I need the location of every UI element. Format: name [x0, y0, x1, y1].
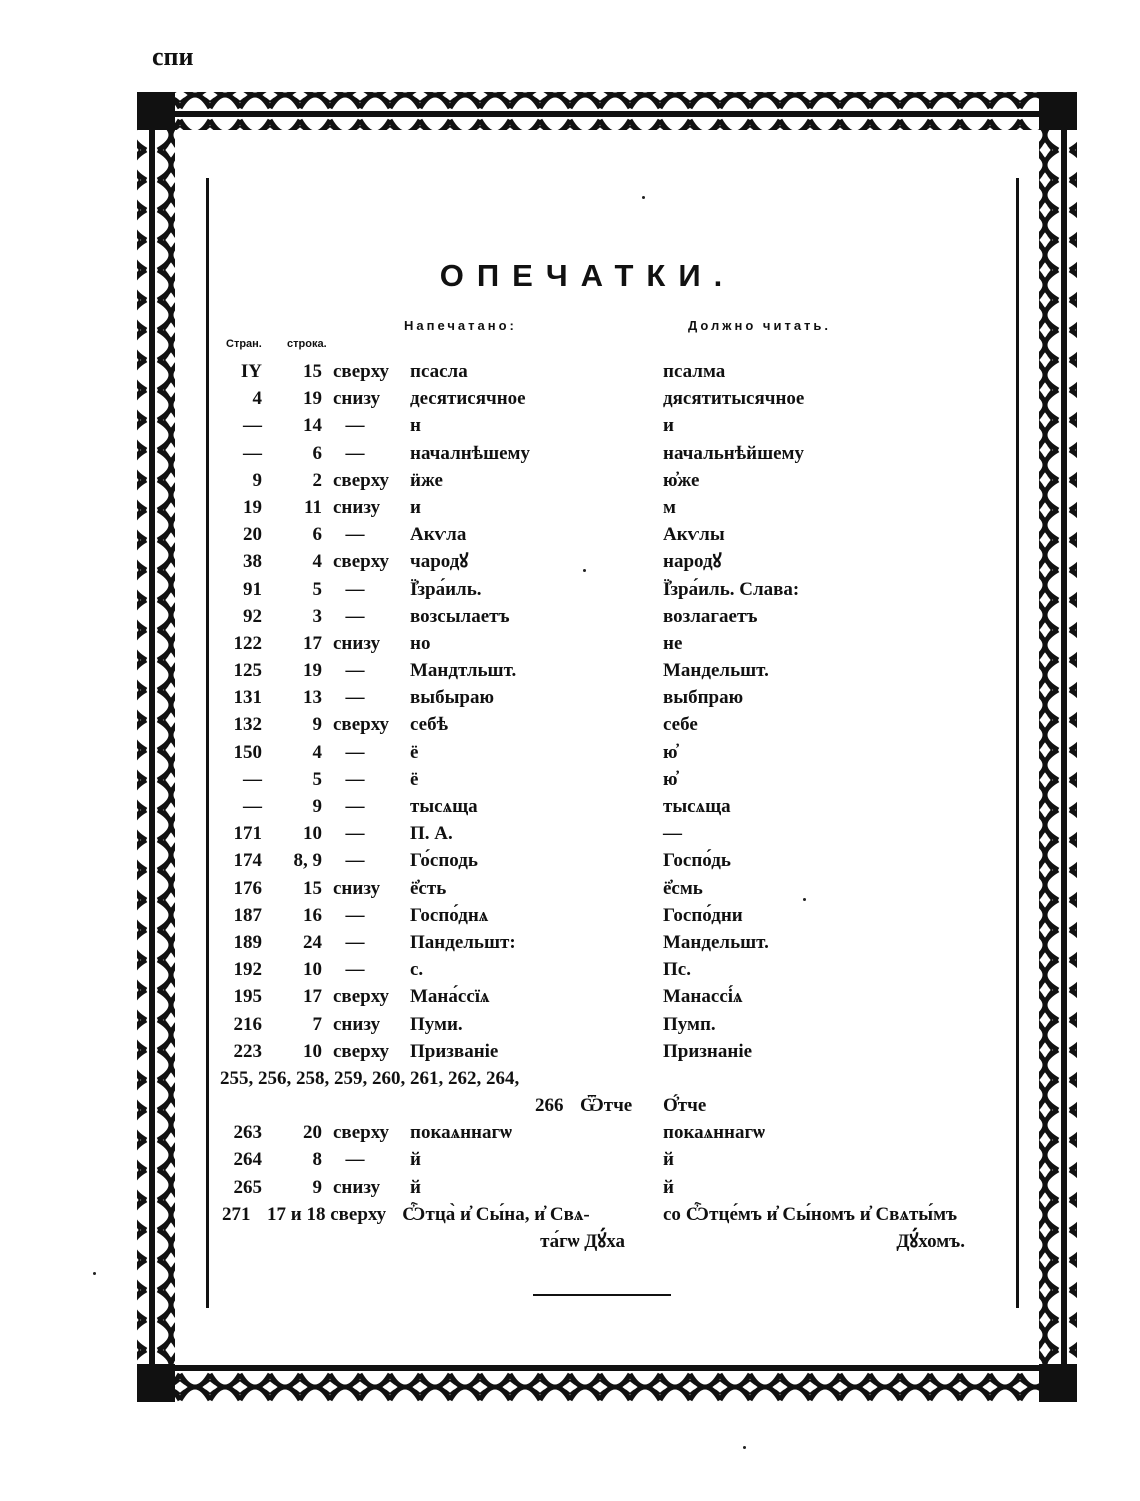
table-row [0, 684, 1140, 711]
page-number: спи [152, 42, 194, 71]
cell-line: 10 [303, 823, 322, 845]
cell-read: м [663, 496, 676, 518]
table-row [0, 630, 1140, 657]
table-row [0, 1119, 1140, 1146]
table-row [0, 929, 1140, 956]
cell-line: 16 [303, 904, 322, 926]
cell-page: IҮ [240, 361, 262, 382]
cell-read: и [663, 415, 674, 437]
speck [743, 1446, 746, 1449]
cell-line: 11 [304, 496, 322, 518]
table-row [0, 521, 1140, 548]
cell-line: 10 [303, 959, 322, 981]
table-row [0, 766, 1140, 793]
cell-page: 131 [233, 687, 262, 709]
cell-line: 10 [303, 1040, 322, 1062]
cell-read: покаѧннагѡ [663, 1122, 765, 1144]
cell-pages: 255, 256, 258, 259, 260, 261, 262, 264, [220, 1067, 520, 1089]
cell-dir: — [345, 768, 365, 790]
cell-line: 20 [303, 1122, 322, 1144]
cell-page: 271 [222, 1203, 251, 1225]
cell-line: 19 [303, 388, 322, 410]
cell-dir: снизу [333, 632, 381, 654]
cell-dir: — [345, 1149, 365, 1171]
cell-page: 20 [243, 524, 262, 546]
table-row [0, 983, 1140, 1010]
cell-line: 3 [312, 605, 322, 627]
cell-page: 174 [233, 850, 262, 872]
cell-printed: Пандельшт: [410, 931, 516, 953]
cell-page: — [243, 768, 262, 790]
closing-rule [533, 1294, 671, 1296]
table-row [0, 820, 1140, 847]
cell-read: ю҆ [663, 741, 678, 763]
cell-printed: покаѧннагѡ [410, 1122, 512, 1144]
header-printed: Напечатано: [404, 318, 517, 333]
cell-dir: снизу [333, 1176, 381, 1198]
cell-read: Пс. [663, 959, 691, 981]
cell-printed: тысѧща [410, 796, 478, 817]
cell-read: выбпраю [663, 687, 744, 709]
cell-line: 15 [303, 361, 322, 382]
cell-dir: сверху [333, 986, 389, 1008]
cell-dir: — [345, 741, 365, 763]
cell-printed: Мана́ссїѧ [410, 986, 490, 1008]
cell-printed-cont: та́гѡ Дꙋ́ха [540, 1231, 625, 1252]
cell-printed: й [410, 1176, 421, 1198]
cell-printed: возсылаетъ [410, 605, 510, 627]
page-title: ОПЕЧАТКИ. [439, 258, 736, 293]
cell-read: ю҆ [663, 768, 678, 790]
cell-printed: П. А. [410, 823, 453, 845]
cell-read: народꙋ [663, 551, 722, 573]
cell-line: 2 [312, 469, 322, 491]
cell-line: 6 [312, 524, 322, 546]
cell-read: Пумп. [663, 1013, 716, 1035]
cell-page: 150 [233, 741, 262, 763]
table-row [0, 1174, 1140, 1201]
cell-page: 125 [233, 660, 262, 682]
speck [803, 898, 806, 901]
cell-printed: Го́сподь [410, 850, 478, 872]
cell-read: Манассі́ѧ [663, 986, 743, 1008]
cell-page: 9 [252, 469, 262, 491]
cell-dir: сверху [333, 1122, 389, 1144]
cell-dir: — [345, 605, 365, 627]
speck [93, 1272, 96, 1275]
cell-printed: себѣ [410, 714, 448, 736]
cell-page: 189 [233, 931, 262, 953]
table-row [0, 358, 1140, 385]
cell-dir: снизу [333, 877, 381, 899]
cell-dir: — [345, 578, 365, 600]
cell-page: 19 [243, 496, 262, 518]
cell-page: 195 [233, 986, 262, 1008]
table-row [0, 902, 1140, 929]
cell-dir: — [345, 850, 365, 872]
cell-page: 187 [233, 904, 262, 926]
header-should-read: Должно читать. [688, 318, 832, 333]
cell-dir: сверху [333, 361, 389, 382]
cell-page: 216 [233, 1013, 262, 1035]
cell-printed: чародꙋ [410, 551, 469, 573]
table-row [0, 956, 1140, 983]
table-row [0, 847, 1140, 874]
cell-printed: й [410, 1149, 421, 1171]
cell-line: 4 [312, 551, 322, 573]
cell-read: Акѵлы [663, 524, 725, 546]
cell-printed: н [410, 415, 421, 437]
table-row [0, 1038, 1140, 1065]
cell-printed: Мандтльшт. [410, 660, 517, 682]
cell-page: 122 [233, 632, 262, 654]
cell-line: 8 [312, 1149, 322, 1171]
cell-line: 15 [303, 877, 322, 899]
cell-dir: — [345, 660, 365, 682]
cell-line: 8, 9 [293, 850, 322, 872]
table-row [0, 739, 1140, 766]
cell-page: — [243, 796, 262, 817]
table-row [0, 494, 1140, 521]
table-row [0, 385, 1140, 412]
table-row-multi-page [0, 1065, 1140, 1092]
cell-read: ё҆смь [663, 877, 703, 899]
cell-printed: и [410, 496, 421, 518]
cell-printed: ӥже [410, 469, 443, 491]
cell-dir: — [345, 904, 365, 926]
table-row [0, 1146, 1140, 1173]
cell-page: 38 [243, 551, 262, 573]
cell-page: 192 [233, 959, 262, 981]
cell-line: 24 [303, 931, 322, 953]
cell-read: со Ѽтце́мъ и҆ Сы́номъ и҆ Свѧты́мъ [663, 1203, 958, 1225]
cell-line: 9 [312, 714, 322, 736]
cell-read: возлагаетъ [663, 605, 758, 627]
cell-read: — [663, 823, 682, 845]
cell-printed: Призваніе [410, 1040, 499, 1062]
cell-read: дясятитысячное [663, 388, 805, 410]
cell-line: 9 [312, 796, 322, 817]
cell-dir: — [345, 931, 365, 953]
table-row [0, 467, 1140, 494]
cell-dir: сверху [333, 469, 389, 491]
cell-read: Госпо́дь [663, 850, 731, 872]
cell-page: 92 [243, 605, 262, 627]
cell-page-cont: 266 [535, 1095, 564, 1117]
cell-page: 4 [252, 388, 262, 410]
cell-printed: Ї҆зра́иль. [410, 578, 482, 600]
cell-line: 14 [303, 415, 322, 437]
cell-read: ю҆же [663, 469, 700, 491]
cell-page: 91 [243, 578, 262, 600]
cell-page: 264 [233, 1149, 262, 1171]
cell-line: 17 [303, 986, 322, 1008]
header-page: Стран. [226, 338, 262, 350]
table-row [0, 657, 1140, 684]
cell-printed: ё [410, 741, 419, 763]
cell-dir: — [345, 959, 365, 981]
cell-dir: снизу [333, 388, 381, 410]
cell-dir: — [345, 796, 365, 817]
cell-printed: десятисячное [410, 388, 526, 410]
speck [642, 196, 645, 199]
cell-read: себе [663, 714, 698, 736]
cell-page: 223 [233, 1040, 262, 1062]
table-row [0, 793, 1140, 820]
cell-printed: ё҆сть [410, 877, 447, 899]
table-row [0, 711, 1140, 738]
cell-dir: — [345, 524, 365, 546]
cell-read: псалма [663, 361, 726, 382]
cell-dir: сверху [333, 1040, 389, 1062]
cell-dir: — [345, 687, 365, 709]
cell-line: 4 [312, 741, 322, 763]
cell-printed: Ѿтче [580, 1095, 633, 1117]
cell-printed: Госпо́днѧ [410, 904, 489, 926]
speck [583, 569, 586, 572]
cell-line: 9 [312, 1176, 322, 1198]
table-row [0, 875, 1140, 902]
table-row [0, 440, 1140, 467]
table-row [0, 412, 1140, 439]
cell-printed: началнѣшему [410, 442, 530, 464]
table-row-last [0, 1201, 1140, 1228]
cell-read: й [663, 1149, 674, 1171]
cell-read: начальнѣйшему [663, 442, 804, 464]
table-row [0, 576, 1140, 603]
cell-read: Госпо́дни [663, 904, 743, 926]
cell-line: 13 [303, 687, 322, 709]
cell-dir: снизу [333, 496, 381, 518]
cell-printed: с. [410, 959, 424, 981]
cell-read: й [663, 1176, 674, 1198]
cell-page: — [243, 415, 262, 437]
cell-dir: сверху [333, 714, 389, 736]
cell-line: 19 [303, 660, 322, 682]
cell-read: Мандельшт. [663, 931, 769, 953]
cell-page: 132 [233, 714, 262, 736]
cell-line: 7 [312, 1013, 322, 1035]
cell-dir: — [345, 442, 365, 464]
cell-page: 171 [233, 823, 262, 845]
cell-printed: но [410, 632, 431, 654]
cell-printed: Ѽтца̀ и҆ Сы́на, и҆ Свѧ- [402, 1203, 590, 1225]
cell-printed: выбыраю [410, 687, 495, 709]
cell-dir: снизу [333, 1013, 381, 1035]
cell-page: 176 [233, 877, 262, 899]
cell-read: Ї҆зра́иль. Слава: [663, 578, 800, 600]
header-line: строка. [287, 338, 327, 350]
cell-printed: псасла [410, 361, 468, 382]
cell-dir: — [345, 415, 365, 437]
cell-page: — [243, 442, 262, 464]
cell-read: Мандельшт. [663, 660, 769, 682]
cell-read: О҆́тче [663, 1095, 707, 1117]
cell-line: 17 [303, 632, 322, 654]
errata-table [0, 358, 1140, 1255]
cell-dir: сверху [333, 551, 389, 573]
cell-printed: Акѵла [410, 524, 467, 546]
table-row-last-cont [0, 1228, 1140, 1255]
table-row [0, 548, 1140, 575]
table-row [0, 1011, 1140, 1038]
cell-line: 17 и 18 сверху [267, 1203, 387, 1225]
cell-line: 5 [312, 768, 322, 790]
cell-line: 6 [312, 442, 322, 464]
cell-printed: Пуми. [410, 1013, 463, 1035]
cell-page: 265 [233, 1176, 262, 1198]
table-row-multi-page-cont [0, 1092, 1140, 1119]
table-row [0, 603, 1140, 630]
cell-dir: — [345, 823, 365, 845]
cell-read: Признаніе [663, 1040, 753, 1062]
cell-line: 5 [312, 578, 322, 600]
cell-page: 263 [233, 1122, 262, 1144]
cell-printed: ё [410, 768, 419, 790]
cell-read-cont: Дꙋ́хомъ. [896, 1231, 965, 1252]
cell-read: тысѧща [663, 796, 731, 817]
cell-read: не [663, 632, 683, 654]
